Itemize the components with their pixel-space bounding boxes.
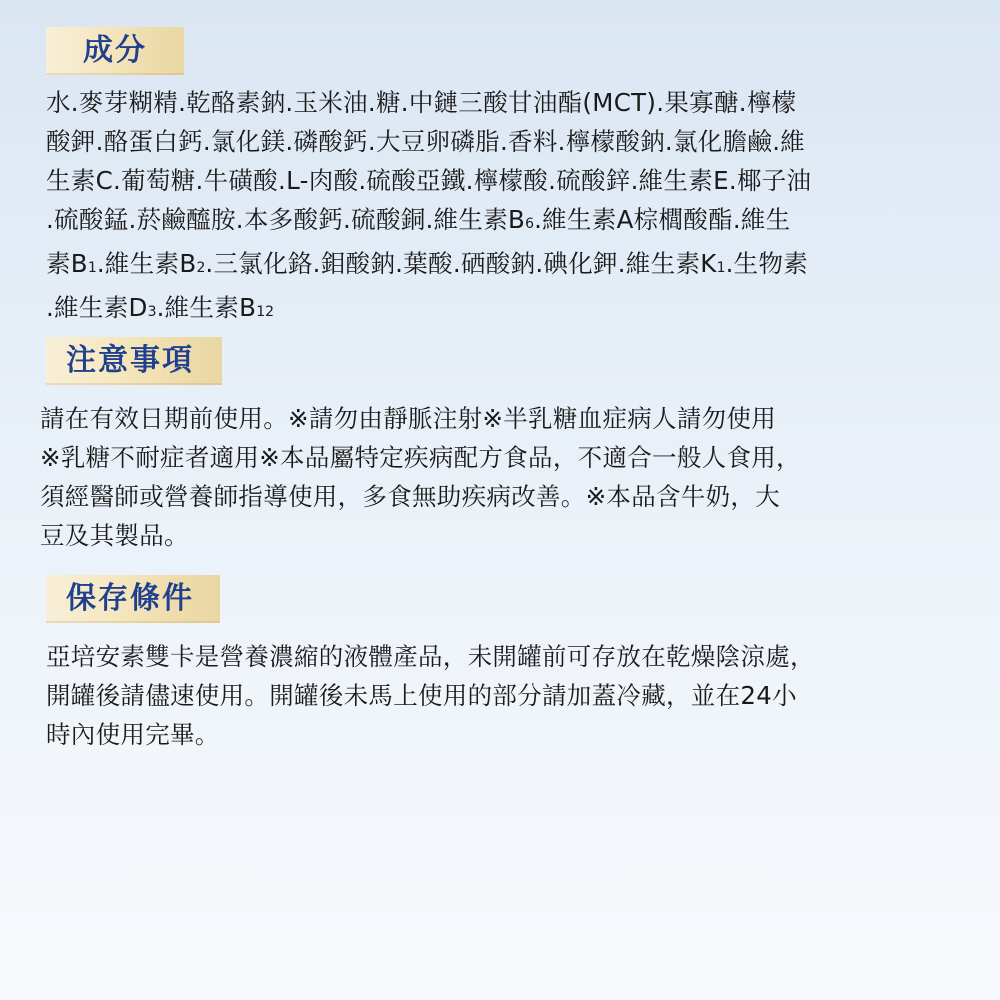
ingredients-line-3: 生素C.葡萄糖.牛磺酸.L-肉酸.硫酸亞鐵.檸檬酸.硫酸鋅.維生素E.椰子油 xyxy=(46,166,812,195)
ingredients-section xyxy=(46,27,966,332)
subscript-12: 12 xyxy=(256,304,275,320)
notes-heading: 注意事項 xyxy=(46,337,222,385)
ingredients-line-4-a: .硫酸錳.菸鹼醯胺.本多酸鈣.硫酸銅.維生素B xyxy=(46,205,526,234)
subscript-1-b: 1 xyxy=(87,260,97,276)
subscript-1-k: 1 xyxy=(716,260,726,276)
storage-section xyxy=(46,575,966,754)
ingredients-line-6-b: .維生素B xyxy=(156,293,257,322)
storage-line-2: 開罐後請儘速使用。開罐後未馬上使用的部分請加蓋冷藏，並在24小 xyxy=(46,681,797,710)
subscript-3: 3 xyxy=(147,304,157,320)
ingredients-line-5 xyxy=(46,244,966,288)
storage-line-1: 亞培安素雙卡是營養濃縮的液體產品，未開罐前可存放在乾燥陰涼處， xyxy=(46,642,815,671)
notes-line-4: 豆及其製品。 xyxy=(40,521,189,550)
notes-line-1: 請在有效日期前使用。※請勿由靜脈注射※半乳糖血症病人請勿使用 xyxy=(40,404,777,433)
ingredients-line-5-c: .三氯化鉻.鉬酸鈉.葉酸.硒酸鈉.碘化鉀.維生素K xyxy=(205,249,717,278)
notes-text xyxy=(40,399,966,555)
storage-line-3: 時內使用完畢。 xyxy=(46,720,220,749)
ingredients-line-4-b: .維生素A棕櫚酸酯.維生 xyxy=(534,205,791,234)
ingredients-line-6-a: .維生素D xyxy=(46,293,148,322)
storage-text xyxy=(46,637,966,754)
ingredients-line-6 xyxy=(46,288,966,332)
subscript-2: 2 xyxy=(196,260,206,276)
ingredients-line-5-a: 素B xyxy=(46,249,88,278)
ingredients-line-4 xyxy=(46,200,966,244)
subscript-6: 6 xyxy=(525,216,535,232)
ingredients-line-2: 酸鉀.酪蛋白鈣.氯化鎂.磷酸鈣.大豆卵磷脂.香料.檸檬酸鈉.氯化膽鹼.維 xyxy=(46,127,806,156)
ingredients-line-5-b: .維生素B xyxy=(96,249,197,278)
ingredients-line-1: 水.麥芽糊精.乾酪素鈉.玉米油.糖.中鏈三酸甘油酯(MCT).果寡醣.檸檬 xyxy=(46,88,797,117)
ingredients-heading: 成分 xyxy=(46,27,184,75)
ingredients-line-5-d: .生物素 xyxy=(725,249,809,278)
notes-line-2: ※乳糖不耐症者適用※本品屬特定疾病配方食品，不適合一般人食用， xyxy=(40,443,801,472)
ingredients-text xyxy=(46,83,966,332)
notes-section xyxy=(40,337,966,555)
storage-heading: 保存條件 xyxy=(46,575,220,623)
notes-line-3: 須經醫師或營養師指導使用，多食無助疾病改善。※本品含牛奶，大 xyxy=(40,482,781,511)
